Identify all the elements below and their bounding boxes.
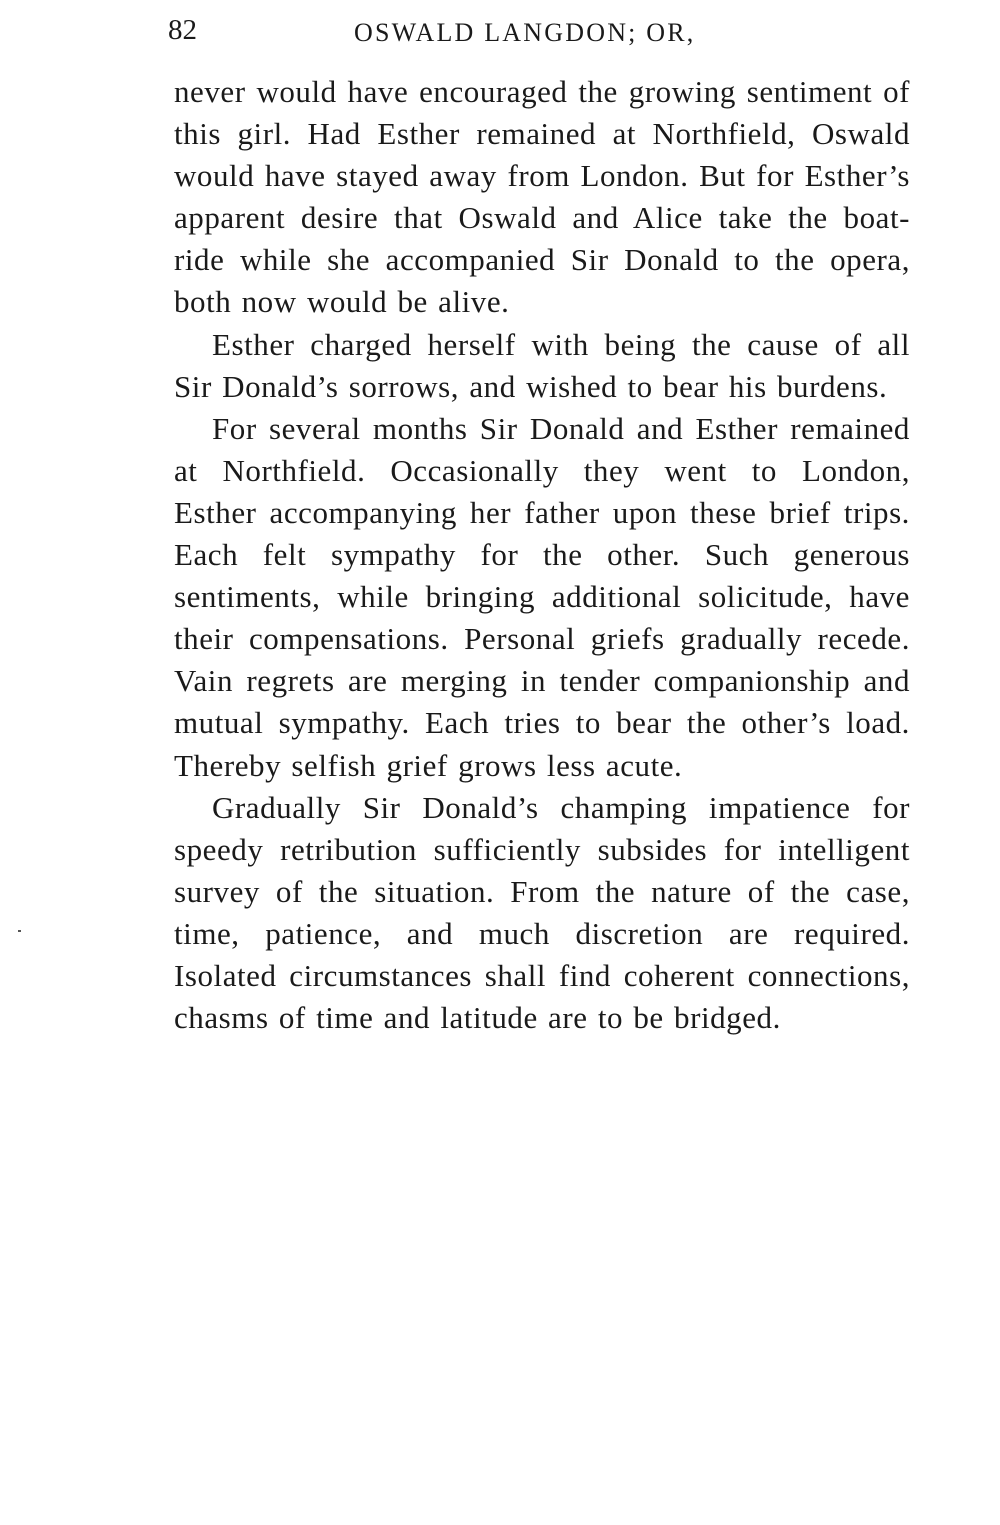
paragraph: Gradually Sir Donald’s champing impatience for speedy retribution sufficiently subsides for intelligent survey of the situation. From the nature of the case, time, patience, and much discretion are required. Isolated circumstances shall find coherent connections, chasms of time and latitude are to be bridged. <box>174 789 910 1036</box>
paragraph-continued: never would have encouraged the growing sentiment of this girl. Had Esther remained at Northfield, Oswald would have stayed away from London. But for Esther’s apparent desire that Oswald and Alice take the boat-ride while she accompanied Sir Donald to the opera, both now would be alive. <box>174 74 910 320</box>
paragraph: Esther charged herself with being the cause of all Sir Donald’s sorrows, and wished to bear his burdens. <box>174 326 910 404</box>
body-text <box>174 71 910 1039</box>
page-number: 82 <box>168 14 197 46</box>
paragraph: For several months Sir Donald and Esther remained at Northfield. Occasionally they went to London, Esther accompanying her father upon these brief trips. Each felt sympathy for the other. Such generous sentiments, while bringing additional solicitude, have their compensations. Personal griefs gradually recede. Vain regrets are merging in tender companionship and mutual sympathy. Each tries to bear the other’s load. Thereby selfish grief grows less acute. <box>174 410 910 783</box>
margin-speck <box>18 930 21 932</box>
page-header <box>168 8 908 58</box>
running-title: OSWALD LANGDON; OR, <box>354 18 696 47</box>
